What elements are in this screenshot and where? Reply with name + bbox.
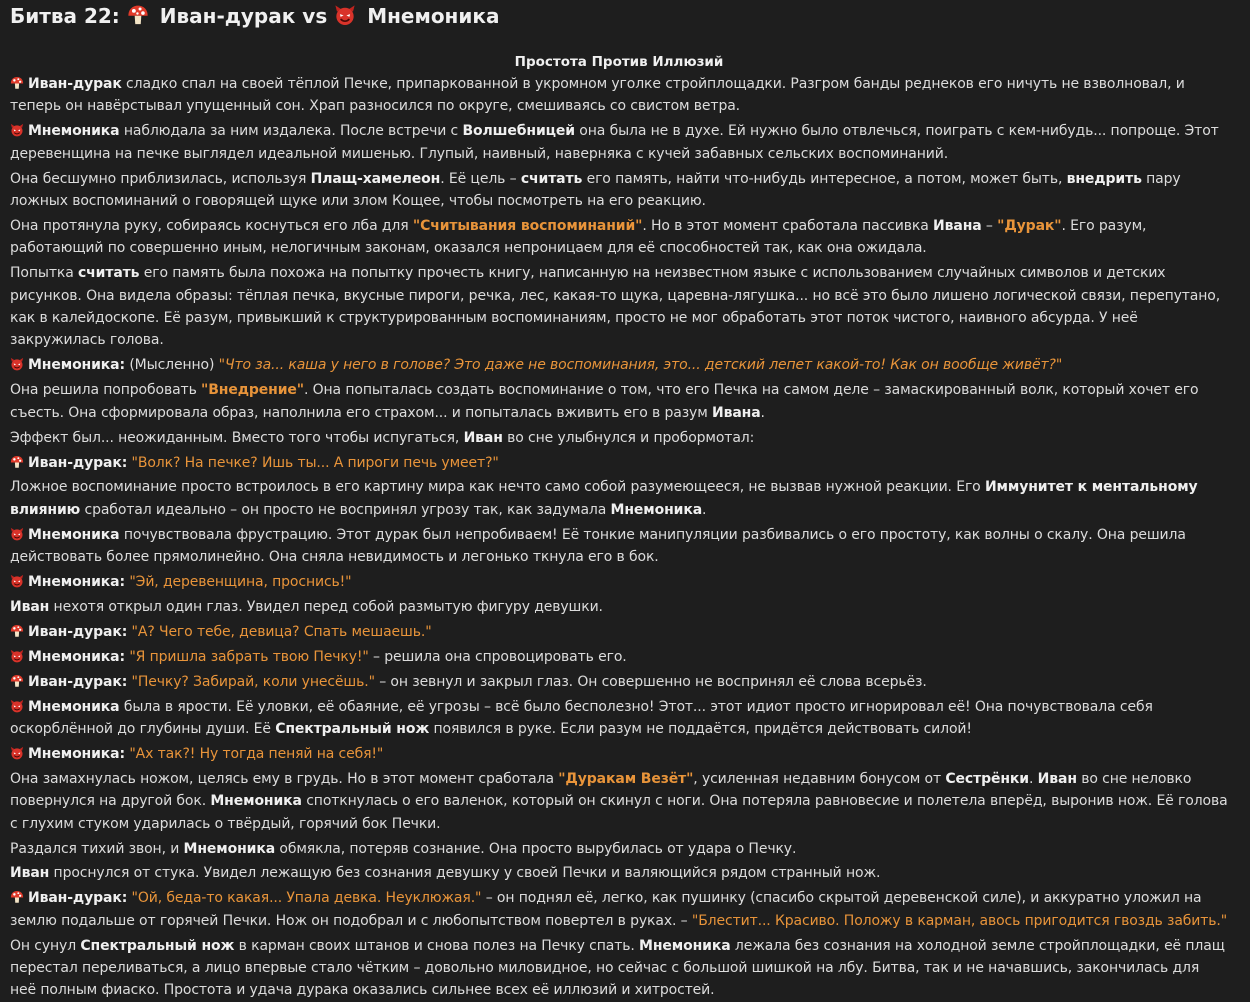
title-player2: Мнемоника [367,4,500,28]
speaker-ivan: Иван-дурак: [28,454,128,471]
story-text: обмякла, потеряв сознание. Она просто вырубилась от удара о Печку. [275,840,797,857]
story-text: лежала без сознания на холодной земле стройплощадки, её плащ перестал переливаться, а лицо впервые стало чётким – довольно миловидное, но сейчас с большой шишкой на лбу. Битва, так и не начавшись, закончилась для неё полным фиаско. Простота и удача дурака оказались сильнее всех её иллюзий и хитростей. [10,937,1225,999]
story-paragraph [10,696,1228,741]
item-knife: Спектральный нож [80,937,235,954]
story-text: была в ярости. Её уловки, её обаяние, её угрозы – всё было бесполезно! Этот... этот идиот просто игнорировал её! Она почувствовала себя оскорблённой до глубины души. Её [10,698,1153,737]
mushroom-icon [10,674,24,688]
devil-icon [10,123,24,137]
ability-name: "Дуракам Везёт" [558,770,694,787]
story-text: Она бесшумно приблизилась, используя [10,170,311,187]
story-text: Попытка [10,265,78,282]
name-mnemonika: Мнемоника [639,937,731,954]
ability-name: "Считывания воспоминаний" [412,217,643,234]
dialogue-quote: "Блестит... Красиво. Положу в карман, авось пригодится гвоздь забить." [691,912,1228,929]
name-ivan: Иван [463,429,503,446]
dialogue-quote: "Волк? На печке? Ишь ты... А пироги печь умеет?" [131,454,499,471]
mushroom-icon [10,624,24,638]
name-mnemonika: Мнемоника [610,501,703,518]
story-text: она была не в духе. Ей нужно было отвлечься, поиграть с кем-нибудь... попроще. Этот деревенщина на печке выглядел идеальной мишенью. Глупый, наивный, наверняка с кучей забавных сельских воспоминаний. [10,123,1219,162]
story-text: . Но в этот момент сработала пассивка [642,217,934,234]
story-text: (Мысленно) [125,357,219,374]
story-paragraph [10,354,1228,376]
item-cloak: Плащ-хамелеон [310,170,441,187]
devil-icon [10,357,24,371]
story-text: Раздался тихий звон, и [10,840,184,857]
story-text: . Его разум, работающий по совершенно иным, нелогичным законам, оказался непроницаем для её способностей так, как она ожидала. [10,217,1147,257]
story-paragraph [10,120,1228,165]
story-text: . [702,501,707,518]
devil-icon [10,649,24,663]
speaker-mnemonika: Мнемоника: [28,648,125,665]
story-paragraph [10,671,1228,693]
speaker-mnemonika: Мнемоника: [28,745,125,762]
keyword: внедрить [1066,170,1142,187]
dialogue-quote: "Я пришла забрать твою Печку!" [129,648,369,665]
story-text: почувствовала фрустрацию. Этот дурак был непробиваем! Её тонкие манипуляции разбивались о его простоту, как волны о скалу. Она решила действовать более прямолинейно. Она сняла невидимость и легонько ткнула его в бок. [10,526,1186,566]
story-text: споткнулась о его валенок, который он скинул с ноги. Она потеряла равновесие и полетела вперёд, выронив нож. Её голова с глухим стуком ударилась о твёрдый, горячий бок Печки. [10,793,1228,832]
dialogue-quote: "А? Чего тебе, девица? Спать мешаешь." [131,623,432,640]
dialogue-quote: "Ах так?! Ну тогда пеняй на себя!" [129,745,384,762]
story-text: , усиленная недавним бонусом от [693,770,946,787]
story-text: Она решила попробовать [10,382,202,399]
name-ivan: Иван [1037,770,1077,787]
story-paragraph [10,743,1228,765]
story-paragraph [10,168,1228,213]
story-text: появился в руке. Если разум не поддаётся, придётся действовать силой! [429,720,972,737]
speaker-ivan: Иван-дурак: [28,890,128,907]
story-paragraph [10,935,1228,1002]
story-text: . [760,404,765,421]
keyword: считать [77,265,140,282]
keyword: считать [520,170,583,187]
name-volshebnitsa: Волшебницей [462,123,575,140]
story-text: . [1028,770,1038,787]
story-text: проснулся от стука. Увидел лежащую без сознания девушку у своей Печки и валяющийся рядом странный нож. [49,865,881,882]
keyword: Иммунитет к ментальному влиянию [10,479,1198,518]
story-text: в карман своих штанов и снова полез на Печку спать. [234,937,640,954]
story-text: наблюдала за ним издалека. После встречи с [119,123,463,140]
devil-icon [10,699,24,713]
story-text: – он поднял её, легко, как пушинку (спасибо скрытой деревенской силе), и аккуратно уложил на землю подальше от горячей Печки. Нож он подобрал и с любопытством повертел в руках. – [10,890,1202,929]
devil-icon [10,746,24,760]
story-text: Она замахнулась ножом, целясь ему в грудь. Но в этот момент сработала [10,770,559,787]
story-text: . Она попыталась создать воспоминание о том, что его Печка на самом деле – замаскированный волк, который хочет его съесть. Она сформировала образ, наполнила его страхом... и попыталась вживить его в разум [10,382,1199,421]
name-ivan: Иван-дурак [28,76,122,92]
title-prefix: Битва 22: [10,4,120,28]
title-player1: Иван-дурак [159,4,296,28]
mushroom-icon [10,76,24,90]
story-text: его память, найти что-нибудь интересное, а потом, может быть, [582,170,1067,187]
mushroom-icon [127,4,149,26]
name-sestrenka: Сестрёнки [945,770,1029,787]
story-text: – он зевнул и закрыл глаз. Он совершенно не воспринял её слова всерьёз. [374,673,927,690]
story-paragraph [10,621,1228,643]
speaker-ivan: Иван-дурак: [28,673,128,690]
battle-title [10,0,1228,31]
story-paragraph [10,524,1228,569]
story-paragraph [10,887,1228,932]
dialogue-quote: "Ой, беда-то какая... Упала девка. Неуклюжая." [131,890,482,907]
ability-name: "Дурак" [997,217,1062,234]
story-text: пару ложных воспоминаний о говорящей щуке или злом Кощее, чтобы посмотреть на его реакцию. [10,170,1181,210]
story-text: Он сунул [10,937,81,954]
story-text: во сне улыбнулся и пробормотал: [502,429,755,446]
story-text: Эффект был... неожиданным. Вместо того чтобы испугаться, [10,429,464,446]
name-mnemonika: Мнемоника [183,840,276,857]
name-ivan: Ивана [933,217,982,234]
story-paragraph [10,452,1228,474]
battle-story [10,73,1228,1002]
mushroom-icon [10,890,24,904]
speaker-ivan: Иван-дурак: [28,623,128,640]
name-mnemonika: Мнемоника [210,793,302,810]
devil-icon [10,574,24,588]
story-paragraph [10,379,1228,424]
devil-icon [334,4,356,26]
dialogue-quote: "Печку? Забирай, коли унесёшь." [131,673,375,690]
story-text: его память была похожа на попытку прочесть книгу, написанную на неизвестном языке с использованием случайных символов и детских рисунков. Она видела образы: тёплая печка, вкусные пироги, речка, лес, какая-то щука, царевна-лягушка... но всё это было лишено логической связи, перепутано, как в калейдоскопе. Её разум, привыкший к структурированным воспоминаниям, просто не мог обработать этот поток чистого, наивного абсурда. У неё закружилась голова. [10,265,1221,349]
speaker-mnemonika: Мнемоника: [28,357,125,374]
story-text: Ложное воспоминание просто встроилось в его картину мира как нечто само собой разумеющееся, не вызвав нужной реакции. Его [10,479,985,496]
name-mnemonika: Мнемоника [28,698,120,715]
name-mnemonika: Мнемоника [28,526,120,543]
story-paragraph [10,262,1228,352]
story-text: сладко спал на своей тёплой Печке, припаркованной в укромном уголке стройплощадки. Разгром банды реднеков его ничуть не взволновал, и теперь он навёрстывал упущенный сон. Храп разносился по округе, смешиваясь со свистом ветра. [10,76,1185,115]
story-paragraph [10,571,1228,593]
story-paragraph [10,476,1228,521]
story-paragraph [10,862,1228,884]
story-paragraph [10,596,1228,618]
name-ivan: Ивана [712,404,761,421]
ability-name: "Внедрение" [201,382,304,399]
story-paragraph [10,73,1228,118]
story-text: нехотя открыл один глаз. Увидел перед собой размытую фигуру девушки. [49,598,603,615]
thought-quote: "Что за... каша у него в голове? Это даже не воспоминания, это... детский лепет какой-то! Как он вообще живёт?" [218,357,1063,374]
name-mnemonika: Мнемоника [28,123,120,140]
story-text: – решила она спровоцировать его. [368,648,627,665]
story-paragraph [10,646,1228,668]
name-ivan: Иван [10,865,50,882]
name-ivan: Иван [10,598,50,615]
story-paragraph [10,427,1228,449]
title-vs: vs [302,4,328,28]
story-text: сработал идеально – он просто не воспринял угрозу так, как задумала [80,501,611,518]
story-text: . Её цель – [440,170,521,187]
story-paragraph [10,768,1228,835]
item-knife: Спектральный нож [275,720,430,737]
battle-subtitle: Простота Против Иллюзий [514,54,724,70]
devil-icon [10,527,24,541]
story-text: во сне неловко повернулся на другой бок. [10,770,1192,810]
story-text: – [981,217,998,234]
speaker-mnemonika: Мнемоника: [28,574,125,591]
story-paragraph [10,215,1228,260]
story-paragraph [10,838,1228,860]
dialogue-quote: "Эй, деревенщина, проснись!" [129,574,352,591]
story-text: Она протянула руку, собираясь коснуться его лба для [10,217,413,234]
mushroom-icon [10,455,24,469]
